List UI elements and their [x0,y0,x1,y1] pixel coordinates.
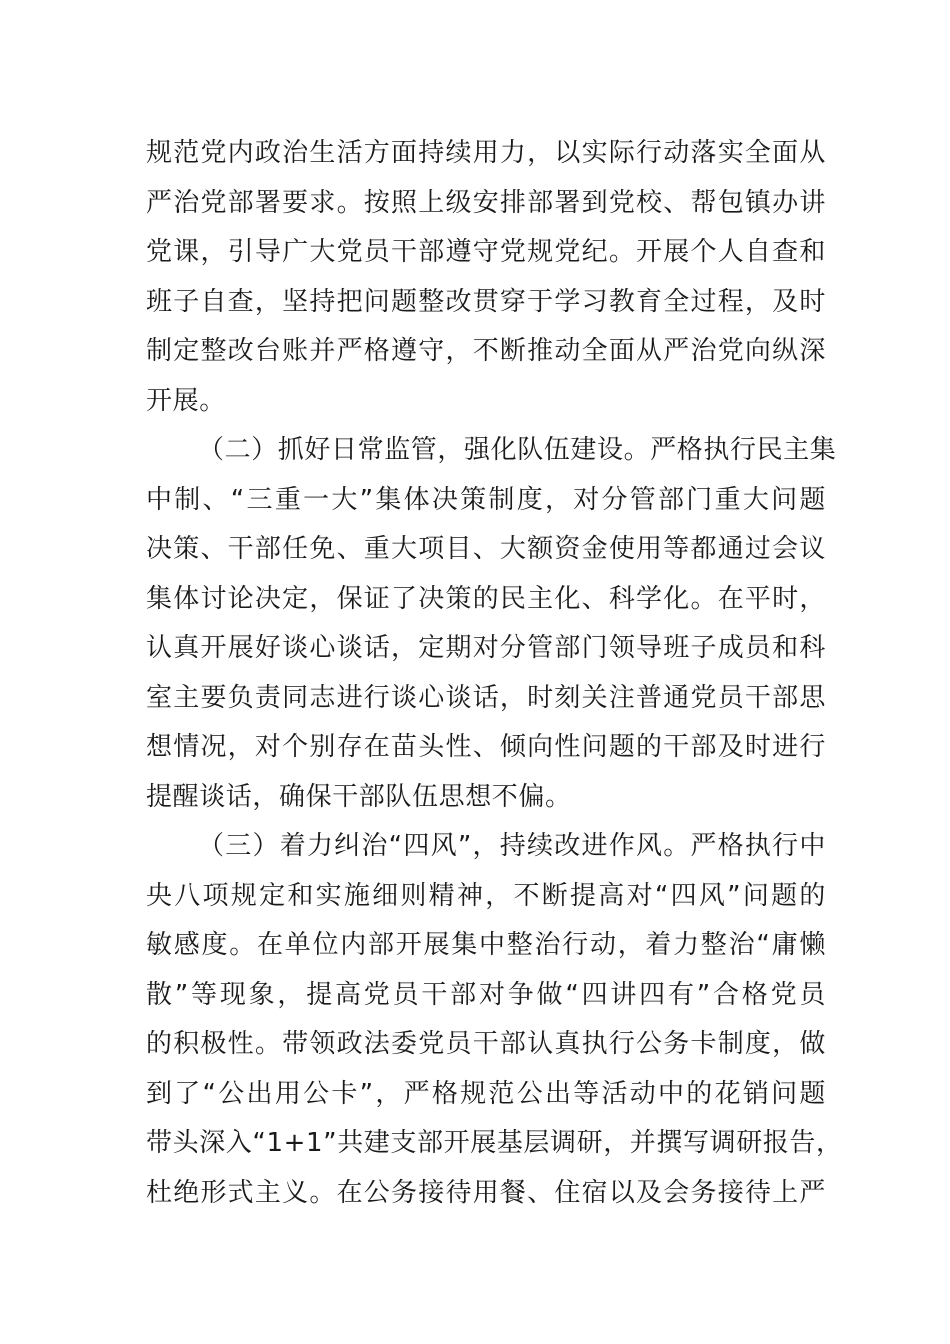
text-line: 规范党内政治生活方面持续用力，以实际行动落实全面从 [146,138,826,168]
text-line: （二）抓好日常监管，强化队伍建设。严格执行民主集 [198,435,837,465]
text-line: 想情况，对个别存在苗头性、倾向性问题的干部及时进行 [146,732,826,762]
text-line: 央八项规定和实施细则精神，不断提高对“四风”问题的 [146,881,826,911]
text-line: 严治党部署要求。按照上级安排部署到党校、帮包镇办讲 [146,188,826,218]
text-line: 开展。 [146,386,226,416]
text-line: 中制、“三重一大”集体决策制度，对分管部门重大问题 [146,485,826,515]
text-line: 提醒谈话，确保干部队伍思想不偏。 [146,782,572,812]
text-line: 的积极性。带领政法委党员干部认真执行公务卡制度，做 [146,1029,826,1059]
text-line: （三）着力纠治“四风”，持续改进作风。严格执行中 [198,831,826,861]
text-line: 决策、干部任免、重大项目、大额资金使用等都通过会议 [146,534,826,564]
text-line: 室主要负责同志进行谈心谈话，时刻关注普通党员干部思 [146,683,826,713]
text-line: 杜绝形式主义。在公务接待用餐、住宿以及会务接待上严 [146,1178,826,1208]
text-line: 班子自查，坚持把问题整改贯穿于学习教育全过程，及时 [146,287,826,317]
text-line: 集体讨论决定，保证了决策的民主化、科学化。在平时， [146,584,826,614]
text-line: 制定整改台账并严格遵守，不断推动全面从严治党向纵深 [146,336,826,366]
text-line: 党课，引导广大党员干部遵守党规党纪。开展个人自查和 [146,237,826,267]
text-line: 到了“公出用公卡”，严格规范公出等活动中的花销问题 [146,1079,826,1109]
text-line: 认真开展好谈心谈话，定期对分管部门领导班子成员和科 [146,633,826,663]
text-line: 敏感度。在单位内部开展集中整治行动，着力整治“庸懒 [146,930,826,960]
text-line: 散”等现象，提高党员干部对争做“四讲四有”合格党员 [146,980,826,1010]
text-line: 带头深入“1+1”共建支部开展基层调研，并撰写调研报告， [146,1128,843,1158]
